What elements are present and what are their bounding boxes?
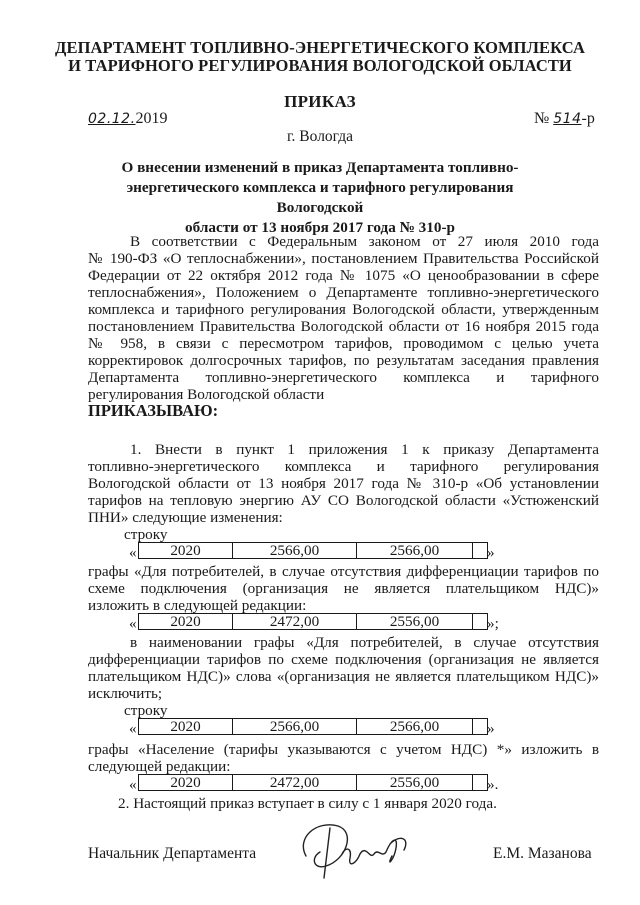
preamble-line: корректировок долгосрочных тарифов, по результатам заседания правления xyxy=(88,352,599,369)
para-b-line: плательщиком НДС)» слова «(организация не является плательщиком НДС)» xyxy=(88,668,599,685)
preamble-line: В соответствии с Федеральным законом от 27 июля 2010 года xyxy=(130,233,599,250)
order-word: ПРИКАЗЫВАЮ: xyxy=(88,401,219,420)
preamble-line: № 190-ФЗ «О теплоснабжении», постановлением Правительства Российской xyxy=(88,250,599,267)
para-b-line: дифференциации тарифов по схеме подключения (организация не является xyxy=(88,651,599,668)
para-c-line: графы «Население (тарифы указываются с учетом НДС) *» изложить в xyxy=(88,741,599,758)
value-cell: 2566,00 xyxy=(357,719,473,735)
tariff-row-table xyxy=(138,542,488,559)
item1-line: тарифов на тепловую энергию АУ СО Вологодской области «Устюженский xyxy=(88,492,599,509)
preamble-line: № 958, в связи с пересмотром тарифов, проводимом с целью учета xyxy=(88,335,599,352)
empty-cell xyxy=(473,543,488,559)
value-cell: 2556,00 xyxy=(357,614,473,630)
value-cell: 2556,00 xyxy=(357,775,473,791)
handwritten-date: 02.12. xyxy=(88,111,136,127)
signatory-position: Начальник Департамента xyxy=(88,845,257,862)
order-year: 2019 xyxy=(135,110,168,127)
value-cell: 2566,00 xyxy=(233,719,357,735)
open-quote: « xyxy=(129,544,137,561)
para-b-line: в наименовании графы «Для потребителей, в случае отсутствия xyxy=(130,634,599,651)
para-b-line: исключить; xyxy=(88,685,163,702)
item1-line: ПНИ» следующие изменения: xyxy=(88,509,283,526)
order-number xyxy=(534,110,595,128)
item2-line: 2. Настоящий приказ вступает в силу с 1 января 2020 года. xyxy=(118,795,497,812)
close-quote: » xyxy=(487,720,495,737)
tariff-row-table xyxy=(138,718,488,735)
preamble-line: Департамента топливно-энергетического комплекса и тарифного xyxy=(88,369,599,386)
preamble-line: Федерации от 22 октября 2012 года № 1075 «О ценообразовании в сфере xyxy=(88,267,599,284)
number-suffix: -р xyxy=(581,110,595,127)
value-cell: 2472,00 xyxy=(233,775,357,791)
empty-cell xyxy=(473,719,488,735)
value-cell: 2566,00 xyxy=(357,543,473,559)
preamble-line: теплоснабжения», Положением о Департаменте топливно-энергетического xyxy=(88,284,599,301)
para-a-line: схеме подключения (организация не является плательщиком НДС)» xyxy=(88,580,599,597)
close-quote: ». xyxy=(487,776,499,793)
year-cell: 2020 xyxy=(139,719,233,735)
department-name-line2: И ТАРИФНОГО РЕГУЛИРОВАНИЯ ВОЛОГОДСКОЙ ОБЛАСТИ xyxy=(68,56,572,75)
order-date xyxy=(88,110,168,128)
number-sign: № xyxy=(534,110,550,127)
signatory-name: Е.М. Мазанова xyxy=(493,845,592,862)
department-name-line1: ДЕПАРТАМЕНТ ТОПЛИВНО-ЭНЕРГЕТИЧЕСКОГО КОМПЛЕКСА xyxy=(55,38,585,57)
tariff-row-table xyxy=(138,613,488,630)
empty-cell xyxy=(473,614,488,630)
subject-line: энергетического комплекса и тарифного регулирования Вологодской xyxy=(126,179,514,216)
document-type: ПРИКАЗ xyxy=(284,92,356,111)
stroku-label: строку xyxy=(124,526,168,543)
open-quote: « xyxy=(129,720,137,737)
para-a-line: изложить в следующей редакции: xyxy=(88,597,307,614)
value-cell: 2566,00 xyxy=(233,543,357,559)
year-cell: 2020 xyxy=(139,543,233,559)
item1-line: Вологодской области от 13 ноября 2017 года № 310-р «Об установлении xyxy=(88,475,599,492)
open-quote: « xyxy=(129,776,137,793)
open-quote: « xyxy=(129,615,137,632)
item1-line: 1. Внести в пункт 1 приложения 1 к приказу Департамента xyxy=(130,441,599,458)
para-a-line: графы «Для потребителей, в случае отсутствия дифференциации тарифов по xyxy=(88,563,599,580)
handwritten-number: 514 xyxy=(553,111,582,127)
preamble-line: постановлением Правительства Вологодской области от 16 ноября 2015 года xyxy=(88,318,599,335)
handwritten-signature-icon xyxy=(286,808,426,888)
empty-cell xyxy=(473,775,488,791)
subject-line: области от 13 ноября 2017 года № 310-р xyxy=(185,219,455,236)
tariff-row-table xyxy=(138,774,488,791)
subject-line: О внесении изменений в приказ Департамента топливно- xyxy=(121,159,519,176)
close-quote: »; xyxy=(487,615,499,632)
preamble-line: регулирования Вологодской области xyxy=(88,386,325,403)
item1-line: топливно-энергетического комплекса и тарифного регулирования xyxy=(88,458,599,475)
para-c-line: следующей редакции: xyxy=(88,758,231,775)
order-subject xyxy=(90,158,550,238)
year-cell: 2020 xyxy=(139,775,233,791)
close-quote: » xyxy=(487,544,495,561)
city: г. Вологда xyxy=(286,128,354,145)
year-cell: 2020 xyxy=(139,614,233,630)
preamble-line: комплекса и тарифного регулирования Вологодской области, утвержденным xyxy=(88,301,599,318)
value-cell: 2472,00 xyxy=(233,614,357,630)
stroku-label: строку xyxy=(124,702,168,719)
